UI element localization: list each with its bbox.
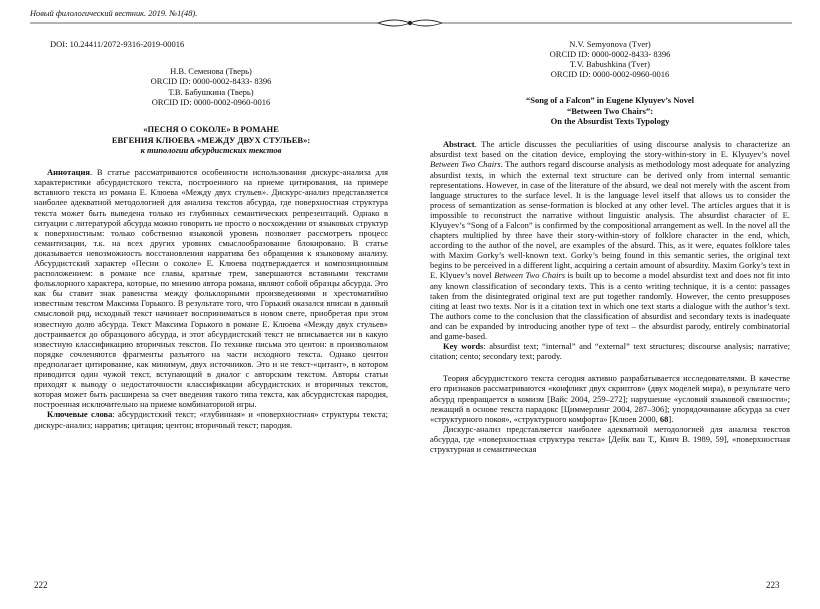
body-text: Теория абсурдистского текста сегодня активно разрабатывается исследователями. В качестве его признаков рассматриваются «конфликт двух скриптов» (двух моделей мира), в результате чего абсурд превращается в комизм [Вайс 2004, 259–272]; нарушение «условий языковой связности»; лежащий в основе текста парадокс [Циммерлинг 2004, 287–306]; упорядочивание абсурда за счет «структурного покоя», «структурного комфорта» [Клюев 2000, bbox=[430, 373, 790, 424]
keywords-en bbox=[430, 341, 790, 361]
keywords-text: : absurdist text; “internal” and “external” text structures; discourse analysis; narrative; citation; cento; secondary text; parody. bbox=[430, 341, 790, 362]
running-header: Новый филологический вестник. 2019. №1(48). bbox=[30, 9, 198, 18]
abstract-text: . В статье рассматриваются особенности использования дискурс-анализа для характеристики абсурдистского текста, построенного на приеме цитирования, на примере вставного текста из романа Е. Клюева «Между двух стульев». Дискурс-анализ представляется наиболее адекватной методологией для анализа текстов абсурда, где поверхностная структура текста может быть выведена только из глубинных семантических репрезентаций. Однако в ситуации с литературой абсурда можно говорить не просто о восхождении от языковых структур к поверхностным: только собственно языковой уровень позволяет рассмотреть процесс семантизации, т.к. на всех других уровнях смыслообразование блокировано. В статье доказывается невозможность восстановления нарратива без обращения к языковому анализу. Абсурдистский характер «Песни о соколе» Е. Клюева подтверждается и композиционным расположением: в романе все главы, кратные трем, завершаются вставными текстами фольклорного характера, которые, по мнению автора романа, являют собой образцы абсурда. Это как бы ставит знак равенства между фольклорными произведениями и хрестоматийно известным текстом Максима Горького. В результате того, что Горький оказался вписан в данный смысловой ряд, исходный текст начинает восприниматься в новом свете, приобретая при этом известную долю абсурда. Текст Максима Горького в романе Е. Клюева «Между двух стульев» достраивается до образцового абсурда, и этот абсурдистский текст не вписывается ни в какую известную классификацию вторичных текстов. По технике письма это центон: в произвольном порядке сочленяются фрагменты разъятого на части исходного текста. Однако центон предполагает цитирование, как минимум, двух источников. Это и не текст-«цитант», в котором приводится один чужой текст, вступающий в диалог с авторским текстом. Авторы статьи приходят к выводу о недостаточности классификации абсурдистских и вторичных текстов, которая может быть расширена за счет введения такого типа текста, как абсурдистская пародия, построенная исключительно на приеме комбинаторной игры. bbox=[34, 167, 388, 410]
abstract-text: . The article discusses the peculiarities of using discourse analysis to characterize an absurdist text based on the citation device, employing the story-within-story in E. Klyuyev’s novel bbox=[430, 139, 790, 160]
body-text: ]. bbox=[668, 413, 674, 424]
body-paragraph bbox=[430, 424, 790, 454]
keywords-label: Key words bbox=[443, 341, 484, 352]
abstract-label: Аннотация bbox=[47, 167, 90, 178]
page-number-right: 223 bbox=[766, 580, 780, 590]
authors-ru bbox=[34, 66, 388, 107]
novel-title: Between Two Chairs bbox=[494, 270, 566, 281]
title-line: On the Absurdist Texts Typology bbox=[550, 115, 670, 126]
author-line: ORCID ID: 0000-0002-0960-0016 bbox=[550, 69, 670, 80]
keywords-text: : абсурдистский текст; «глубинная» и «поверхностная» структуры текста; дискурс-анализ; нарратив; цитация; центон; вторичный текст; пародия. bbox=[34, 409, 388, 430]
title-line: «ПЕСНЯ О СОКОЛЕ» В РОМАНЕ bbox=[143, 124, 279, 135]
keywords-ru bbox=[34, 409, 388, 429]
article-title-ru bbox=[34, 124, 388, 155]
author-line: T.V. Babushkina (Tver) bbox=[570, 59, 650, 70]
abstract-ru bbox=[34, 167, 388, 409]
abstract-label: Abstract bbox=[443, 139, 475, 150]
doi: DOI: 10.24411/2072-9316-2019-00016 bbox=[50, 39, 185, 49]
abstract-text: is built up to become a model absurdist text and does not fit into any known classification of secondary texts. This is a cento writing technique, it is a cento: passages taken from the disintegrated original text are put together randomly. However, the cento presupposes citing at least two texts. Nor is it a citation text in which one text starts a dialogue with the author’s text. The authors come to the conclusion that the classification of absurdist and secondary texts is inadequate and can be expanded by introducing another type of text – the absurdist parody, entirely combinatorial and game-based. bbox=[430, 270, 790, 342]
page-number-left: 222 bbox=[34, 580, 48, 590]
author-line: ORCID ID: 0000-0002-8433- 8396 bbox=[549, 49, 671, 60]
author-line: ORCID ID: 0000-0002-0960-0016 bbox=[151, 96, 271, 107]
right-page bbox=[430, 36, 790, 454]
keywords-label: Ключевые слова bbox=[47, 409, 113, 420]
title-line: “Song of a Falcon” in Eugene Klyuyev’s Novel bbox=[525, 95, 695, 106]
novel-title: Between Two Chairs bbox=[430, 159, 501, 170]
author-line: Т.В. Бабушкина (Тверь) bbox=[168, 86, 254, 97]
left-page bbox=[34, 36, 388, 430]
body-paragraph bbox=[430, 373, 790, 423]
article-title-en bbox=[430, 95, 790, 126]
body-text: Дискурс-анализ представляется наиболее адекватной методологией для анализа текстов абсурда, где «поверхностная структура текста» [Дейк ван Т., Кинч В. 1989, 59], «поверхностная структурная и семантическая bbox=[430, 423, 790, 454]
abstract-en bbox=[430, 139, 790, 341]
citation-page: 68 bbox=[659, 413, 669, 424]
author-line: ORCID ID: 0000-0002-8433- 8396 bbox=[150, 76, 272, 87]
title-line: “Between Two Chairs”: bbox=[566, 105, 654, 116]
header-ornament-rule bbox=[0, 18, 820, 28]
title-line: ЕВГЕНИЯ КЛЮЕВА «МЕЖДУ ДВУХ СТУЛЬЕВ»: bbox=[111, 134, 311, 145]
author-line: Н.В. Семенова (Тверь) bbox=[170, 66, 252, 77]
subtitle-ru: к типологии абсурдистских текстов bbox=[140, 144, 282, 155]
author-line: N.V. Semyonova (Tver) bbox=[569, 39, 651, 49]
authors-en bbox=[430, 39, 790, 79]
abstract-text: . The authors regard discourse analysis as methodology most adequate for analyzing absurdist texts, in which the external text structure can be derived only from internal semantic representations. However, in case of the literature of the absurd, we deal not merely with the ascent from language structures to the surface level. It is the language level itself that allows us to consider the process of semantization as sense-formation is blocked at any other level. The articles argues that it is impossible to reconstruct the narrative without linguistic analysis. The absurdist character of E. Klyuyev’s “Song of a Falcon” is confirmed by the compositional arrangement as well. In the novel all the chapters multiplied by three have their story-within-story of folklore character in the end, which, according to the author of the novel, are examples of the absurd. This, as it were, equates folklore tales with Maxim Gorky’s well-known text. Gorky’s being found in this semantic series, the original text begins to be perceived in a different light, acquiring a certain amount of absurdity. Maxim Gorky’s text in E. Klyuev’s novel bbox=[430, 159, 790, 281]
